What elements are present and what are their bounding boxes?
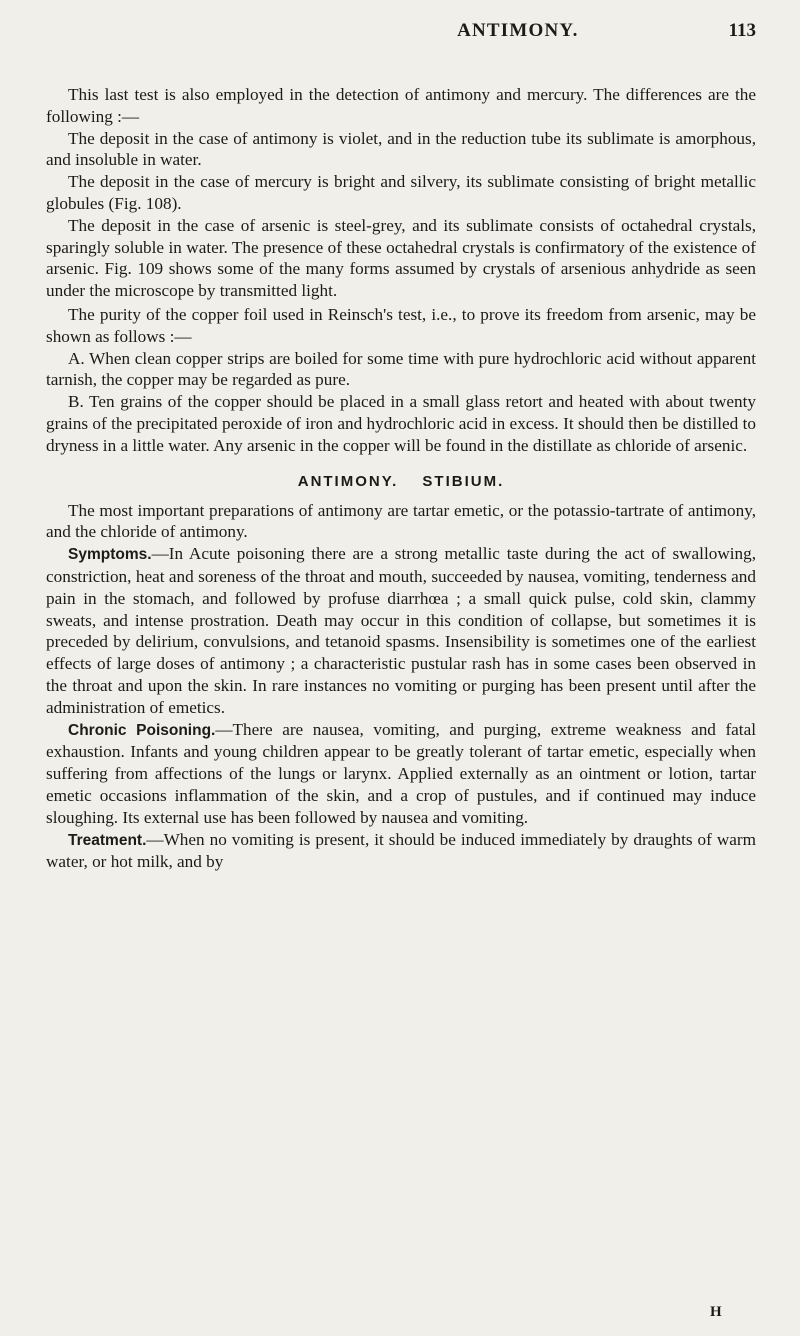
paragraph-antimony-deposit: The deposit in the case of antimony is violet, and in the reduction tube its sublimate is amorphous, and insoluble in water. xyxy=(46,128,756,170)
symptoms-text: In Acute poisoning there are a strong metallic taste during the act of swallowing, constriction, heat and soreness of the throat and mouth, succeeded by nausea, vomiting, tenderness and pain in the stomach, and followed by profuse diarrhœa ; a small quick pulse, cold skin, clammy sweats, and intense prostration. Death may occur in this condition of collapse, but sometimes it is preceded by delirium, convulsions, and tetanoid spasms. Insensibility is sometimes one of the earliest effects of large doses of antimony ; a characteristic pustular rash has in some cases been observed in the throat and upon the skin. In rare instances no vomiting or purging has been present until after the administration of emetics. xyxy=(46,544,756,717)
paragraph-symptoms: Symptoms.—In Acute poisoning there are a strong metallic taste during the act of swallowing, constriction, heat and soreness of the throat and mouth, succeeded by nausea, vomiting, tenderness and pain in the stomach, and followed by profuse diarrhœa ; a small quick pulse, cold skin, clammy sweats, and intense prostration. Death may occur in this condition of collapse, but sometimes it is preceded by delirium, convulsions, and tetanoid spasms. Insensibility is sometimes one of the earliest effects of large doses of antimony ; a characteristic pustular rash has in some cases been observed in the throat and upon the skin. In rare instances no vomiting or purging has been present until after the administration of emetics. xyxy=(46,544,756,717)
paragraph-detection-intro: This last test is also employed in the detection of antimony and mercury. The differences are the following :— xyxy=(46,85,756,126)
running-title: ANTIMONY. xyxy=(457,20,579,41)
treatment-heading: Treatment. xyxy=(68,831,147,849)
paragraph-purity-test-b: B. Ten grains of the copper should be placed in a small glass retort and heated with about twenty grains of the precipitated peroxide of iron and hydrochloric acid in excess. It should then be distilled to dryness in a little water. Any arsenic in the copper will be found in the distillate as chloride of arsenic. xyxy=(46,392,756,455)
paragraph-chronic-poisoning: Chronic Poisoning.—There are nausea, vomiting, and purging, extreme weakness and fatal exhaustion. Infants and young children appear to be greatly tolerant of tartar emetic, especially when suffering from affections of the lungs or larynx. Applied externally as an ointment or lotion, tartar emetic occasions inflammation of the skin, and a crop of pustules, and if continued may induce sloughing. Its external use has been followed by nausea and vomiting. xyxy=(46,719,756,827)
body-text xyxy=(46,84,756,873)
paragraph-purity-test-a: A. When clean copper strips are boiled for some time with pure hydrochloric acid without apparent tarnish, the copper may be regarded as pure. xyxy=(46,348,756,390)
paragraph-copper-purity: The purity of the copper foil used in Reinsch's test, i.e., to prove its freedom from arsenic, may be shown as follows :— xyxy=(46,304,756,346)
paragraph-preparations: The most important preparations of antimony are tartar emetic, or the potassio-tartrate of antimony, and the chloride of antimony. xyxy=(46,500,756,542)
section-title: ANTIMONY. xyxy=(297,472,399,490)
treatment-text: When no vomiting is present, it should be induced immediately by draughts of warm water, or hot milk, and by xyxy=(46,829,756,872)
chronic-heading: Chronic Poisoning. xyxy=(68,721,216,739)
chronic-text: There are nausea, vomiting, and purging, extreme weakness and fatal exhaustion. Infants and young children appear to be greatly tolerant of tartar emetic, especially when suffering from affections of the lungs or larynx. Applied externally as an ointment or lotion, tartar emetic occasions inflammation of the skin, and a crop of pustules, and if continued may induce sloughing. Its external use has been followed by nausea and vomiting. xyxy=(46,719,756,827)
paragraph-mercury-deposit: The deposit in the case of mercury is bright and silvery, its sublimate consisting of bright metallic globules (Fig. 108). xyxy=(46,172,756,213)
running-header xyxy=(46,20,756,54)
symptoms-heading: Symptoms. xyxy=(68,546,152,564)
section-latin-title: STIBIUM. xyxy=(422,472,505,490)
section-heading xyxy=(46,473,756,490)
page-number: 113 xyxy=(728,20,756,41)
signature-mark: H xyxy=(710,1304,722,1320)
paragraph-arsenic-deposit: The deposit in the case of arsenic is steel-grey, and its sublimate consists of octahedral crystals, sparingly soluble in water. The presence of these octahedral crystals is confirmatory of the existence of arsenic. Fig. 109 shows some of the many forms assumed by crystals of arsenious anhydride as seen under the microscope by transmitted light. xyxy=(46,215,756,301)
paragraph-treatment: Treatment.—When no vomiting is present, it should be induced immediately by draughts of warm water, or hot milk, and by xyxy=(46,829,756,872)
